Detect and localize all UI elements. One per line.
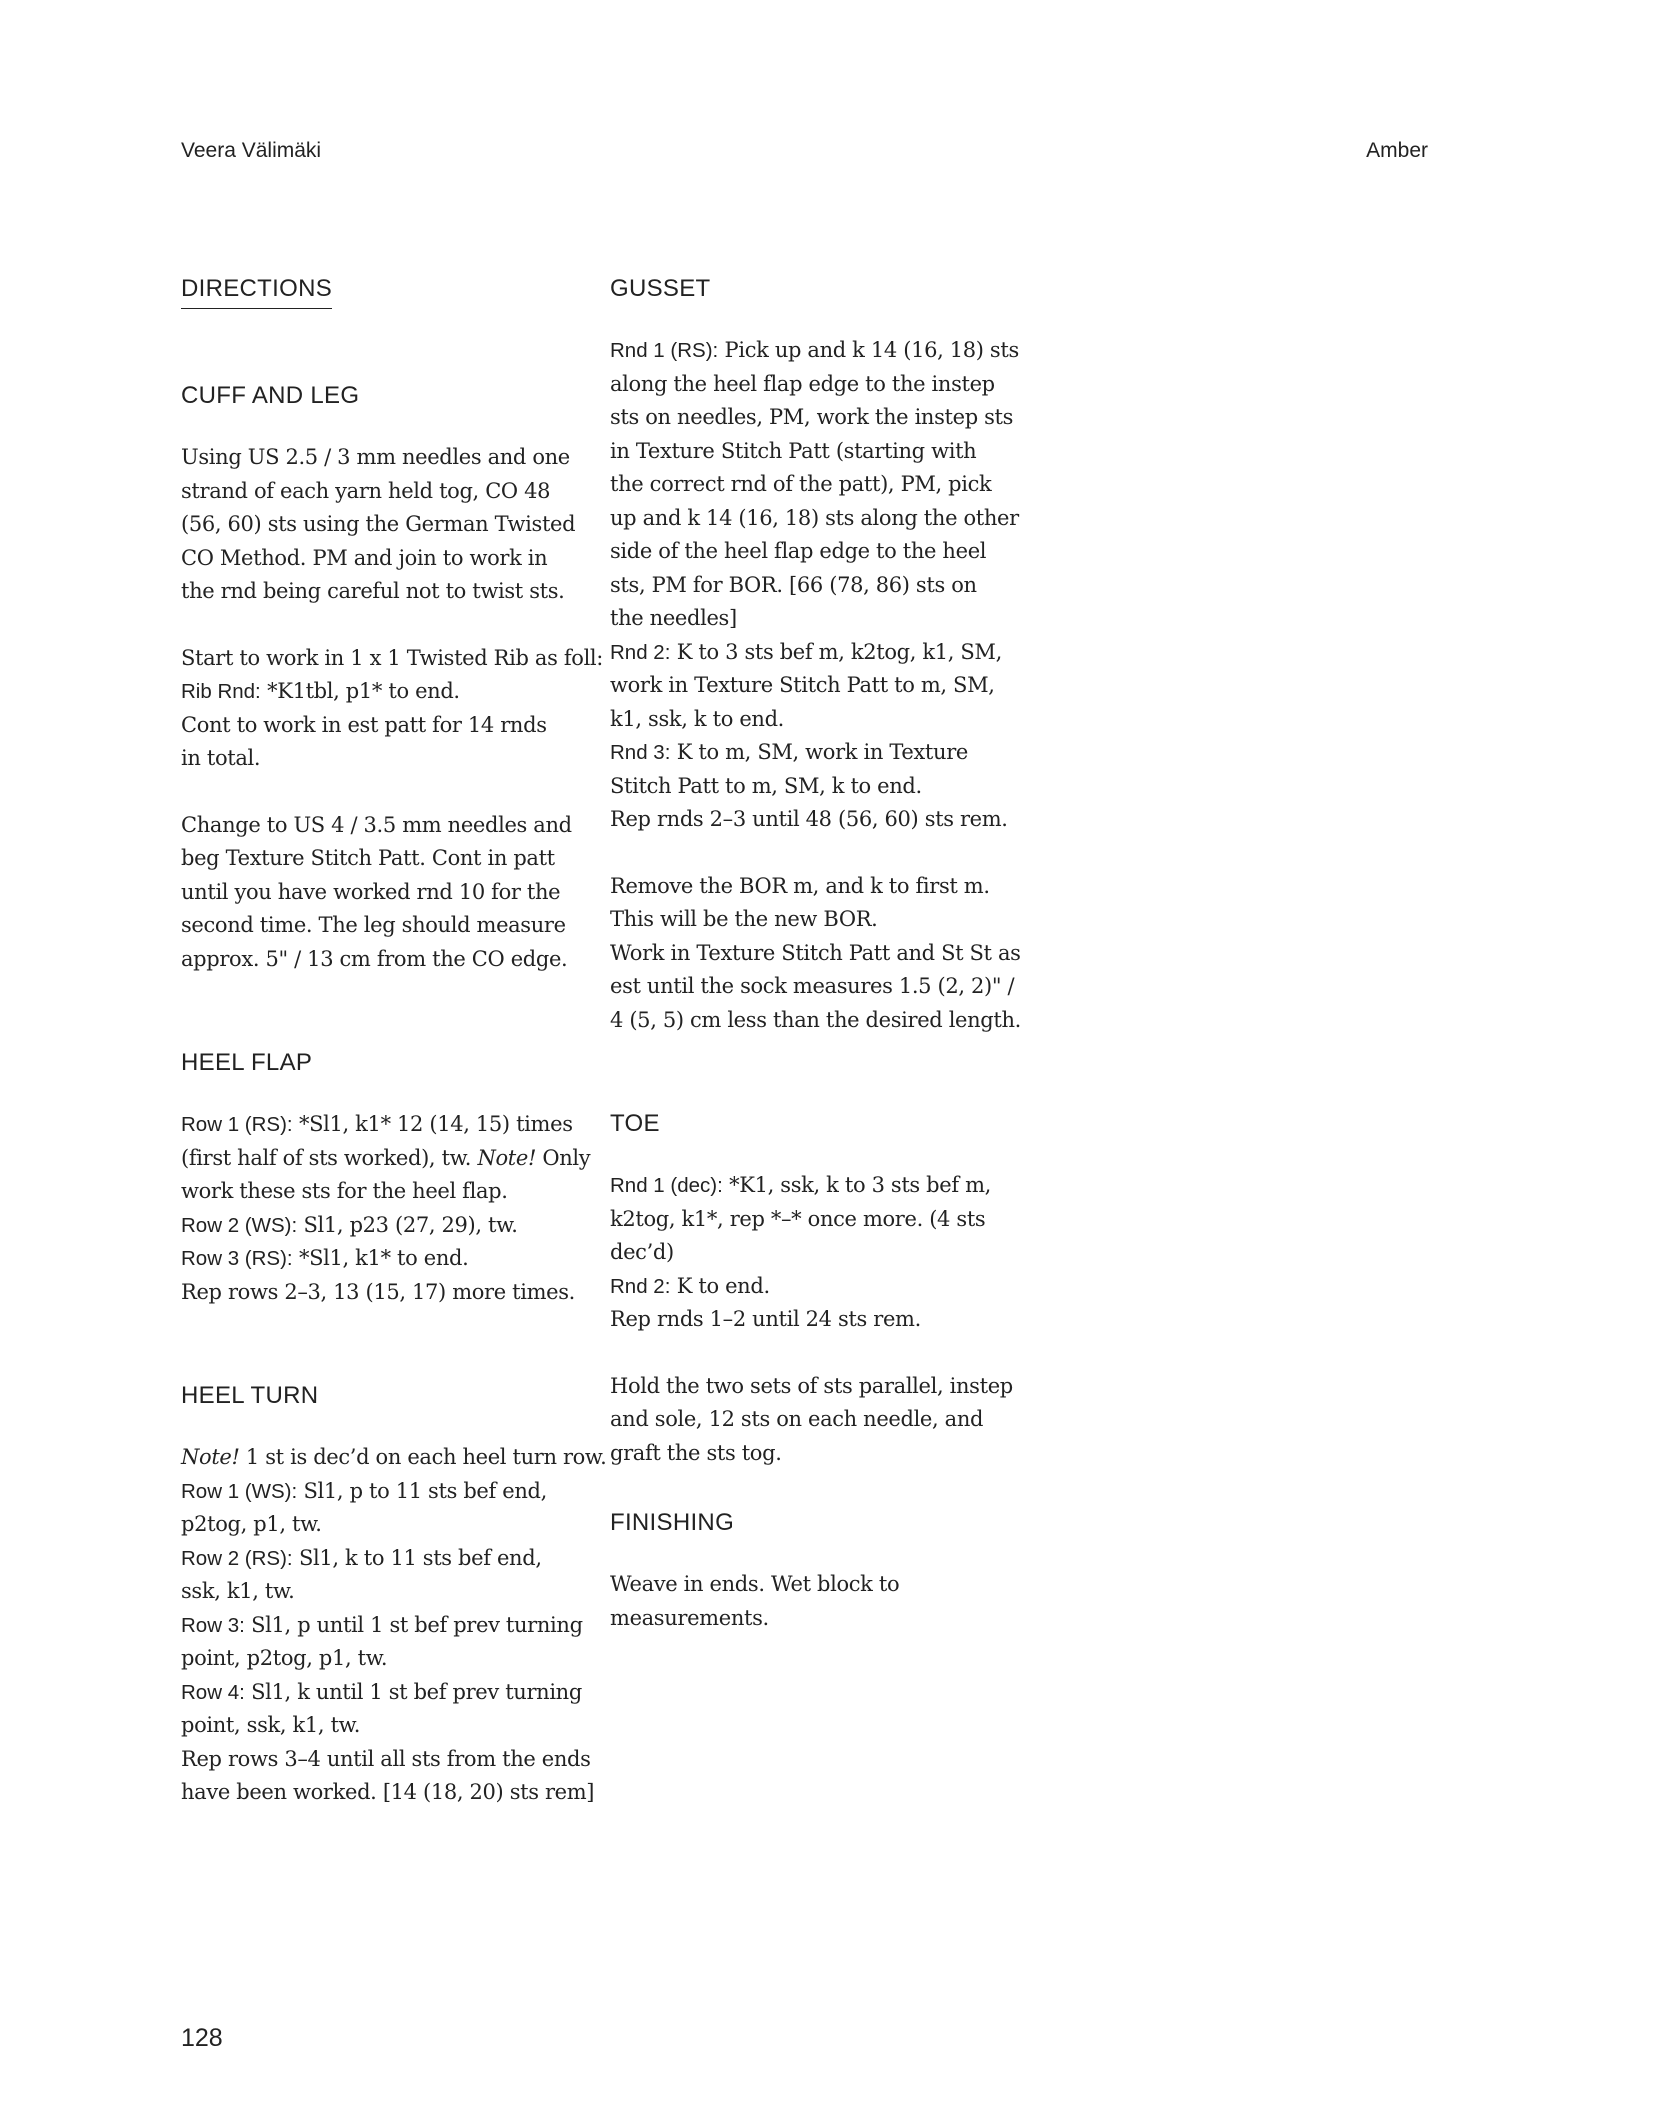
heel-flap-row-2: [181, 1209, 581, 1243]
cuff-paragraph-3: [181, 809, 581, 977]
text-line: measurements.: [610, 1605, 769, 1630]
directions-heading: DIRECTIONS: [181, 272, 332, 309]
gusset-heading: GUSSET: [610, 275, 711, 302]
toe-paragraph-1: [610, 1169, 1010, 1337]
text-line: 4 (5, 5) cm less than the desired length.: [610, 1007, 1021, 1032]
note-label: Note!: [477, 1145, 537, 1170]
left-column: [181, 272, 607, 1810]
row-text: K to end.: [670, 1273, 770, 1298]
text-line: sts, PM for BOR. [66 (78, 86) sts on: [610, 572, 977, 597]
text-line: work these sts for the heel flap.: [181, 1179, 508, 1203]
text-line: p2tog, p1, tw.: [181, 1512, 322, 1536]
row-text: 1 st is dec’d on each heel turn row.: [239, 1445, 607, 1469]
text-line: [181, 1142, 591, 1176]
text-line: the rnd being careful not to twist sts.: [181, 579, 565, 603]
row-text: (first half of sts worked), tw.: [181, 1145, 478, 1170]
text-line: second time. The leg should measure: [181, 913, 566, 937]
text-line: have been worked. [14 (18, 20) sts rem]: [181, 1780, 595, 1804]
cuff-and-leg-heading: CUFF AND LEG: [181, 382, 360, 409]
text-line: est until the sock measures 1.5 (2, 2)" /: [610, 974, 1015, 998]
row-text: K to m, SM, work in Texture: [670, 740, 968, 764]
gusset-rnd-2: [610, 636, 1010, 670]
row-text: Only: [536, 1145, 591, 1170]
row-label: Row 3 (RS):: [181, 1247, 293, 1270]
row-text: *Sl1, k1* 12 (14, 15) times: [292, 1112, 573, 1136]
row-text: Sl1, k until 1 st bef prev turning: [244, 1679, 582, 1704]
text-line: in total.: [181, 746, 261, 770]
right-column: [610, 272, 1021, 1635]
text-line: Weave in ends. Wet block to: [610, 1572, 900, 1596]
text-line: approx. 5" / 13 cm from the CO edge.: [181, 946, 568, 971]
text-line: graft the sts tog.: [610, 1440, 782, 1465]
text-line: along the heel flap edge to the instep: [610, 371, 995, 396]
cuff-paragraph-2: [181, 642, 604, 776]
text-line: Rep rnds 2–3 until 48 (56, 60) sts rem.: [610, 807, 1008, 831]
row-text: Sl1, k to 11 sts bef end,: [292, 1545, 542, 1570]
row-text: K to 3 sts bef m, k2tog, k1, SM,: [670, 639, 1002, 664]
text-line: until you have worked rnd 10 for the: [181, 879, 561, 904]
heel-turn-heading: HEEL TURN: [181, 1382, 319, 1409]
row-label: Rnd 2:: [610, 640, 671, 664]
text-line: in Texture Stitch Patt (starting with: [610, 438, 977, 463]
text-line: beg Texture Stitch Patt. Cont in patt: [181, 846, 555, 870]
text-line: Start to work in 1 x 1 Twisted Rib as foll:: [181, 645, 604, 670]
text-line: This will be the new BOR.: [610, 907, 878, 931]
text-line: (56, 60) sts using the German Twisted: [181, 512, 576, 536]
heel-flap-row-1: [181, 1108, 581, 1142]
row-label: Row 3:: [181, 1613, 245, 1637]
text-line: k1, ssk, k to end.: [610, 706, 784, 731]
row-label: Row 2 (RS):: [181, 1546, 293, 1570]
text-line: the correct rnd of the patt), PM, pick: [610, 472, 992, 496]
row-label: Rnd 1 (dec):: [610, 1174, 723, 1197]
heel-flap-paragraph: [181, 1108, 591, 1309]
page-number: 128: [181, 2024, 223, 2052]
cuff-paragraph-1: [181, 441, 581, 609]
text-line: the needles]: [610, 606, 737, 630]
text-line: Stitch Patt to m, SM, k to end.: [610, 773, 922, 798]
rib-round-text: *K1tbl, p1* to end.: [260, 679, 460, 703]
row-text: *Sl1, k1* to end.: [292, 1246, 469, 1270]
header-author: Veera Välimäki: [181, 139, 322, 162]
row-label: Row 1 (WS):: [181, 1479, 298, 1503]
row-label: Row 4:: [181, 1680, 245, 1704]
text-line: sts on needles, PM, work the instep sts: [610, 405, 1014, 429]
heel-flap-heading: HEEL FLAP: [181, 1049, 313, 1076]
text-line: up and k 14 (16, 18) sts along the other: [610, 505, 1019, 530]
text-line: Change to US 4 / 3.5 mm needles and: [181, 812, 572, 837]
text-line: Remove the BOR m, and k to first m.: [610, 873, 990, 898]
heel-turn-paragraph: [181, 1441, 607, 1810]
toe-heading: TOE: [610, 1110, 660, 1137]
row-text: Sl1, p23 (27, 29), tw.: [297, 1212, 518, 1237]
text-line: CO Method. PM and join to work in: [181, 545, 548, 570]
text-line: ssk, k1, tw.: [181, 1579, 295, 1603]
row-label: Row 2 (WS):: [181, 1213, 298, 1237]
row-text: Sl1, p to 11 sts bef end,: [297, 1478, 547, 1503]
text-line: Rep rows 2–3, 13 (15, 17) more times.: [181, 1279, 575, 1304]
text-line: Using US 2.5 / 3 mm needles and one: [181, 445, 570, 469]
row-label: Rnd 3:: [610, 741, 671, 764]
toe-paragraph-2: [610, 1370, 1013, 1471]
toe-rnd-1: [610, 1169, 1010, 1203]
finishing-heading: FINISHING: [610, 1509, 735, 1536]
finishing-paragraph: [610, 1568, 1010, 1635]
row-text: Sl1, p until 1 st bef prev turning: [244, 1612, 583, 1637]
text-line: side of the heel flap edge to the heel: [610, 539, 987, 563]
toe-rnd-2: [610, 1270, 1010, 1304]
text-line: Rep rows 3–4 until all sts from the ends: [181, 1746, 591, 1771]
row-label: Rnd 2:: [610, 1274, 671, 1298]
text-line: k2tog, k1*, rep *–* once more. (4 sts: [610, 1206, 986, 1231]
heel-flap-row-3: [181, 1242, 581, 1276]
text-line: point, p2tog, p1, tw.: [181, 1646, 388, 1670]
heel-turn-row-3: [181, 1609, 581, 1643]
header-pattern-title: Amber: [1366, 139, 1428, 162]
row-text: *K1, ssk, k to 3 sts bef m,: [722, 1173, 991, 1197]
heel-turn-row-1: [181, 1475, 581, 1509]
rib-round-line: [181, 675, 581, 709]
text-line: work in Texture Stitch Patt to m, SM,: [610, 673, 995, 697]
gusset-paragraph-2: [610, 870, 1021, 1038]
text-line: [181, 1441, 607, 1475]
text-line: Rep rnds 1–2 until 24 sts rem.: [610, 1307, 921, 1331]
note-label: Note!: [181, 1445, 240, 1469]
rib-round-label: Rib Rnd:: [181, 680, 261, 703]
text-line: point, ssk, k1, tw.: [181, 1713, 361, 1737]
text-line: Cont to work in est patt for 14 rnds: [181, 712, 547, 737]
heel-turn-row-4: [181, 1676, 581, 1710]
gusset-rnd-3: [610, 736, 1010, 770]
gusset-paragraph-1: [610, 334, 1019, 837]
row-label: Row 1 (RS):: [181, 1113, 293, 1136]
row-label: Rnd 1 (RS):: [610, 339, 719, 362]
text-line: Work in Texture Stitch Patt and St St as: [610, 940, 1021, 965]
text-line: and sole, 12 sts on each needle, and: [610, 1407, 984, 1431]
gusset-rnd-1: [610, 334, 1019, 368]
row-text: Pick up and k 14 (16, 18) sts: [718, 338, 1019, 362]
text-line: dec’d): [610, 1240, 674, 1264]
heel-turn-row-2: [181, 1542, 581, 1576]
text-line: strand of each yarn held tog, CO 48: [181, 478, 551, 503]
text-line: Hold the two sets of sts parallel, instep: [610, 1373, 1013, 1398]
